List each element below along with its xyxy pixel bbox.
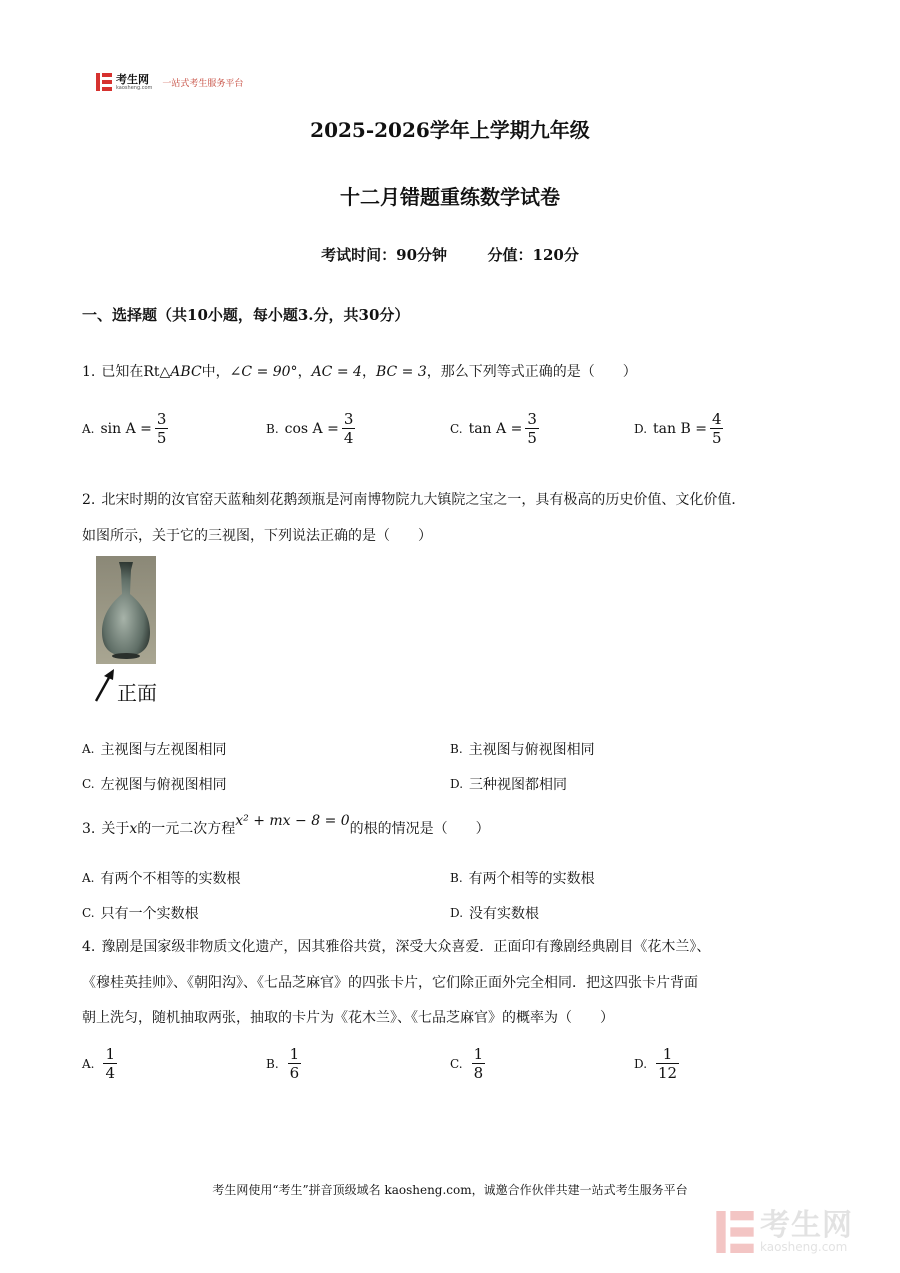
q1-text-pre: 已知在 (101, 364, 144, 380)
figure-label: 正面 (117, 681, 157, 705)
q3-equation: x² + mx − 8 = 0 (235, 813, 350, 829)
denominator: 6 (289, 1064, 300, 1082)
option-label: B. (450, 871, 463, 885)
question-number: 1. (82, 364, 96, 380)
question-4-stem-line2: 《穆桂英挂帅》、《朝阳沟》、《七品芝麻官》的四张卡片，它们除正面外完全相同．把这四张卡片背面 (82, 975, 698, 991)
question-number: 3. (82, 821, 96, 837)
option-text: 没有实数根 (469, 906, 540, 922)
option-text: 有两个相等的实数根 (468, 871, 595, 887)
q1-text-post: ，那么下列等式正确的是（ ） (426, 364, 637, 380)
exam-time: 考试时间：90分钟 (321, 246, 448, 264)
q3-option-c[interactable] (82, 903, 199, 923)
q2-text-line1: 北宋时期的汝官窑天蓝釉刻花鹅颈瓶是河南博物院九大镇院之宝之一，具有极高的历史价值、文化价值． (101, 492, 746, 508)
arrow-icon (93, 668, 117, 704)
denominator: 12 (658, 1064, 678, 1082)
section-heading: 一、选择题（共10小题，每小题3.分，共30分） (82, 306, 410, 324)
fraction (103, 1045, 117, 1082)
exam-score: 分值：120分 (487, 246, 579, 264)
numerator: 4 (711, 410, 722, 428)
q2-option-d[interactable] (450, 774, 567, 794)
q1-option-d[interactable] (634, 410, 723, 447)
option-label: B. (450, 742, 463, 756)
vase-photo (96, 556, 156, 664)
option-label: A. (82, 1056, 95, 1071)
logo-tagline: 一站式考生服务平台 (162, 78, 244, 89)
q3-option-a[interactable] (82, 868, 240, 888)
question-1-stem (82, 363, 637, 381)
option-label: D. (450, 777, 464, 791)
question-2-stem-line1 (82, 491, 745, 509)
logo-name: 考生网 (116, 72, 149, 86)
option-label: C. (82, 777, 95, 791)
question-3-stem (82, 813, 490, 838)
q1-sep2: ， (361, 364, 376, 380)
q1-option-c[interactable] (450, 410, 539, 447)
option-label: C. (450, 1056, 463, 1071)
question-4-stem-line3: 朝上洗匀，随机抽取两张，抽取的卡片为《花木兰》、《七品芝麻官》的概率为（ ） (82, 1010, 614, 1026)
question-4-stem-line1 (82, 938, 710, 956)
option-text: 左视图与俯视图相同 (100, 777, 227, 793)
denominator: 8 (473, 1064, 484, 1082)
numerator: 3 (343, 410, 354, 428)
option-label: D. (450, 906, 464, 920)
q3-text-mid: 的一元二次方程 (137, 821, 236, 837)
question-number: 4. (82, 939, 96, 955)
q2-option-c[interactable] (82, 774, 227, 794)
fraction (155, 410, 169, 447)
q1-abc: ABC (170, 364, 202, 380)
option-expression: tan A = (468, 420, 523, 437)
fraction (342, 410, 356, 447)
logo-domain: kaosheng.com (116, 84, 153, 91)
watermark-name: 考生网 (760, 1208, 853, 1243)
header-logo (96, 73, 243, 91)
option-label: D. (634, 421, 648, 436)
numerator: 1 (473, 1045, 484, 1063)
q1-angle: ∠C = 90° (229, 364, 298, 380)
q3-option-d[interactable] (450, 903, 539, 923)
page-title-line2: 十二月错题重练数学试卷 (340, 185, 560, 209)
option-label: C. (82, 906, 95, 920)
q1-bc: BC = 3 (375, 364, 427, 380)
option-text: 主视图与左视图相同 (100, 742, 227, 758)
numerator: 1 (105, 1045, 116, 1063)
q1-option-a[interactable] (82, 410, 168, 447)
option-expression: tan B = (653, 420, 707, 437)
fraction (525, 410, 539, 447)
q2-option-a[interactable] (82, 739, 226, 759)
q1-option-b[interactable] (266, 410, 355, 447)
option-expression: sin A = (100, 420, 152, 437)
option-label: B. (266, 421, 279, 436)
q1-sep1: ， (297, 364, 312, 380)
q1-text-mid: 中， (201, 364, 230, 380)
option-text: 只有一个实数根 (100, 906, 199, 922)
option-label: A. (82, 421, 95, 436)
fraction (472, 1045, 486, 1082)
option-label: A. (82, 742, 95, 756)
question-number: 2. (82, 492, 96, 508)
denominator: 5 (527, 429, 537, 447)
q3-var: x (129, 821, 138, 837)
q4-option-a[interactable] (82, 1045, 117, 1082)
option-text: 有两个不相等的实数根 (100, 871, 241, 887)
kaosheng-logo-icon (96, 73, 112, 91)
fraction (288, 1045, 302, 1082)
logo-text (116, 74, 152, 91)
denominator: 5 (156, 429, 167, 447)
option-label: B. (266, 1056, 279, 1071)
q2-option-b[interactable] (450, 739, 595, 759)
numerator: 1 (289, 1045, 300, 1063)
page-footer: 考生网使用“考生”拼音顶级域名 kaosheng.com，诚邀合作伙伴共建一站式考生服务平台 (212, 1183, 688, 1197)
option-label: D. (634, 1056, 648, 1071)
option-text: 主视图与俯视图相同 (468, 742, 595, 758)
option-label: C. (450, 421, 463, 436)
page-title-line1: 2025-2026学年上学期九年级 (310, 118, 590, 142)
exam-meta (0, 244, 900, 265)
q3-option-b[interactable] (450, 868, 595, 888)
watermark (716, 1208, 853, 1254)
q4-option-b[interactable] (266, 1045, 301, 1082)
watermark-text (760, 1208, 853, 1254)
denominator: 4 (343, 429, 354, 447)
denominator: 4 (105, 1064, 116, 1082)
option-expression: cos A = (284, 420, 339, 437)
fraction (710, 410, 724, 447)
denominator: 5 (711, 429, 722, 447)
watermark-logo-icon (716, 1211, 754, 1253)
watermark-domain: kaosheng.com (760, 1240, 848, 1254)
q4-option-d[interactable] (634, 1045, 679, 1082)
q4-text-line1: 豫剧是国家级非物质文化遗产，因其雅俗共赏，深受大众喜爱．正面印有豫剧经典剧目《花木兰》、 (101, 939, 711, 955)
q4-option-c[interactable] (450, 1045, 485, 1082)
fraction (656, 1045, 679, 1082)
q3-text-pre: 关于 (101, 821, 130, 837)
q1-rt: Rt△ (143, 364, 171, 380)
numerator: 3 (156, 410, 167, 428)
numerator: 3 (527, 410, 537, 428)
q1-ac: AC = 4 (311, 364, 362, 380)
option-text: 三种视图都相同 (469, 777, 568, 793)
q3-text-post: 的根的情况是（ ） (349, 821, 490, 837)
option-label: A. (82, 871, 95, 885)
question-2-stem-line2: 如图所示，关于它的三视图，下列说法正确的是（ ） (82, 528, 432, 544)
numerator: 1 (662, 1045, 673, 1063)
